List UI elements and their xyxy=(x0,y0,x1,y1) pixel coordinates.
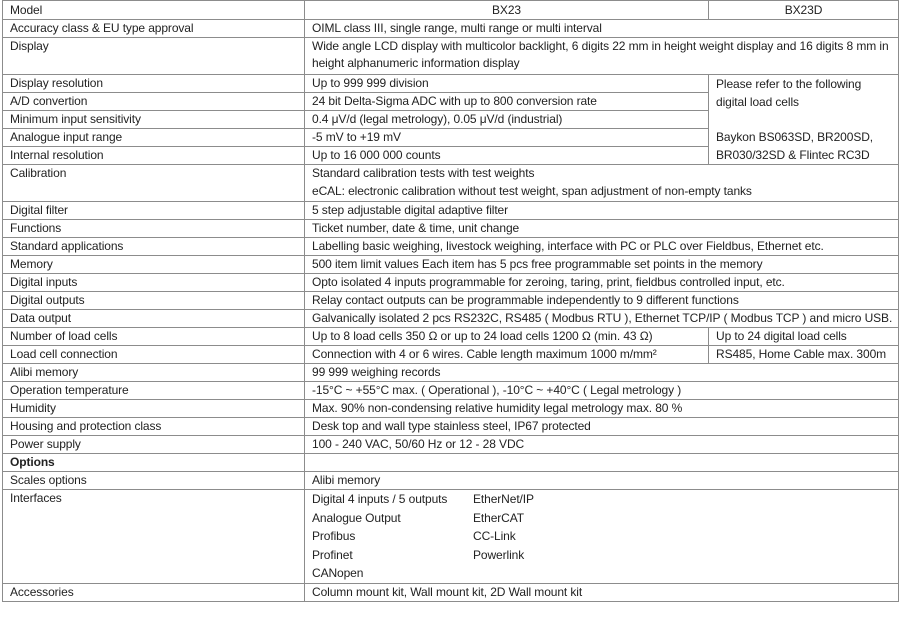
table-row xyxy=(3,38,899,75)
table-row xyxy=(3,472,899,490)
interface-item: EtherNet/IP xyxy=(473,492,534,506)
header-bx23d: BX23D xyxy=(709,1,899,20)
row-value: Up to 999 999 division xyxy=(305,75,709,93)
calibration-line: Standard calibration tests with test weights xyxy=(312,166,535,180)
row-label: A/D convertion xyxy=(3,93,305,111)
row-label: Power supply xyxy=(3,436,305,454)
row-label: Humidity xyxy=(3,400,305,418)
row-label: Display resolution xyxy=(3,75,305,93)
row-value: 500 item limit values Each item has 5 pcs free programmable set points in the memory xyxy=(305,256,899,274)
row-value: Column mount kit, Wall mount kit, 2D Wall mount kit xyxy=(305,584,899,602)
row-label: Internal resolution xyxy=(3,147,305,165)
table-row xyxy=(3,256,899,274)
interface-item: CANopen xyxy=(312,566,364,580)
calibration-line: eCAL: electronic calibration without test weight, span adjustment of non-empty tanks xyxy=(312,183,752,198)
table-row xyxy=(3,274,899,292)
row-label: Display xyxy=(3,38,305,75)
note-line: Please refer to the following xyxy=(716,77,862,91)
table-row xyxy=(3,364,899,382)
table-row-header xyxy=(3,1,899,20)
interface-item: Powerlink xyxy=(473,547,525,562)
table-row xyxy=(3,382,899,400)
row-label: Analogue input range xyxy=(3,129,305,147)
table-row xyxy=(3,400,899,418)
table-row xyxy=(3,346,899,364)
row-value: Galvanically isolated 2 pcs RS232C, RS485 ( Modbus RTU ), Ethernet TCP/IP ( Modbus TCP ) and micro USB. xyxy=(305,310,899,328)
row-label: Minimum input sensitivity xyxy=(3,111,305,129)
table-row xyxy=(3,310,899,328)
row-value: Ticket number, date & time, unit change xyxy=(305,220,899,238)
table-row xyxy=(3,75,899,93)
row-value: Desk top and wall type stainless steel, IP67 protected xyxy=(305,418,899,436)
options-heading-blank xyxy=(305,454,899,472)
row-value: 24 bit Delta-Sigma ADC with up to 800 conversion rate xyxy=(305,93,709,111)
note-line: BR030/32SD & Flintec RC3D xyxy=(716,147,870,162)
spec-table xyxy=(2,0,899,602)
row-label: Digital filter xyxy=(3,202,305,220)
row-label: Number of load cells xyxy=(3,328,305,346)
table-row xyxy=(3,328,899,346)
interface-item: EtherCAT xyxy=(473,510,524,525)
table-row xyxy=(3,165,899,202)
bx23d-load-cell-note xyxy=(709,75,899,165)
table-row xyxy=(3,436,899,454)
table-row xyxy=(3,20,899,38)
row-label: Standard applications xyxy=(3,238,305,256)
table-row-interfaces xyxy=(3,490,899,584)
table-row xyxy=(3,238,899,256)
row-value: -5 mV to +19 mV xyxy=(305,129,709,147)
row-value: Max. 90% non-condensing relative humidity legal metrology max. 80 % xyxy=(305,400,899,418)
row-value: Labelling basic weighing, livestock weighing, interface with PC or PLC over Fieldbus, Ethernet etc. xyxy=(305,238,899,256)
interfaces-list xyxy=(305,490,899,584)
row-value: 99 999 weighing records xyxy=(305,364,899,382)
row-label: Data output xyxy=(3,310,305,328)
row-label: Digital inputs xyxy=(3,274,305,292)
row-value: 0.4 μV/d (legal metrology), 0.05 μV/d (industrial) xyxy=(305,111,709,129)
table-row xyxy=(3,220,899,238)
row-label: Alibi memory xyxy=(3,364,305,382)
table-row xyxy=(3,202,899,220)
row-value-bx23: Connection with 4 or 6 wires. Cable length maximum 1000 m/mm² xyxy=(305,346,709,364)
table-row xyxy=(3,292,899,310)
table-row xyxy=(3,584,899,602)
row-value: -15°C ~ +55°C max. ( Operational ), -10°C ~ +40°C ( Legal metrology ) xyxy=(305,382,899,400)
row-label: Memory xyxy=(3,256,305,274)
row-value: Opto isolated 4 inputs programmable for zeroing, taring, print, fieldbus controlled input, etc. xyxy=(305,274,899,292)
row-value: 5 step adjustable digital adaptive filter xyxy=(305,202,899,220)
header-bx23: BX23 xyxy=(305,1,709,20)
row-value: Relay contact outputs can be programmable independently to 9 different functions xyxy=(305,292,899,310)
row-label: Load cell connection xyxy=(3,346,305,364)
row-label: Calibration xyxy=(3,165,305,202)
table-row-options-heading xyxy=(3,454,899,472)
table-row xyxy=(3,418,899,436)
interface-item: Analogue Output xyxy=(312,510,401,525)
row-value-bx23: Up to 8 load cells 350 Ω or up to 24 load cells 1200 Ω (min. 43 Ω) xyxy=(305,328,709,346)
row-value: OIML class III, single range, multi range or multi interval xyxy=(305,20,899,38)
row-label: Operation temperature xyxy=(3,382,305,400)
row-value xyxy=(305,165,899,202)
interface-item: Profibus xyxy=(312,529,356,543)
header-model-label: Model xyxy=(3,1,305,20)
row-label: Functions xyxy=(3,220,305,238)
interface-item: CC-Link xyxy=(473,529,516,543)
note-line: digital load cells xyxy=(716,94,799,109)
row-value: Up to 16 000 000 counts xyxy=(305,147,709,165)
row-value: Alibi memory xyxy=(305,472,899,490)
row-value-bx23d: Up to 24 digital load cells xyxy=(709,328,899,346)
row-value-bx23d: RS485, Home Cable max. 300m xyxy=(709,346,899,364)
row-value: 100 - 240 VAC, 50/60 Hz or 12 - 28 VDC xyxy=(305,436,899,454)
row-label: Scales options xyxy=(3,472,305,490)
row-label: Housing and protection class xyxy=(3,418,305,436)
row-value: Wide angle LCD display with multicolor backlight, 6 digits 22 mm in height weight display and 16 digits 8 mm in height alphanumeric information display xyxy=(305,38,899,75)
interface-item: Digital 4 inputs / 5 outputs xyxy=(312,492,448,506)
interface-item: Profinet xyxy=(312,547,353,562)
row-label: Digital outputs xyxy=(3,292,305,310)
options-heading: Options xyxy=(3,454,305,472)
row-label: Interfaces xyxy=(3,490,305,584)
row-label: Accessories xyxy=(3,584,305,602)
note-line: Baykon BS063SD, BR200SD, xyxy=(716,130,874,144)
row-label: Accuracy class & EU type approval xyxy=(3,20,305,38)
